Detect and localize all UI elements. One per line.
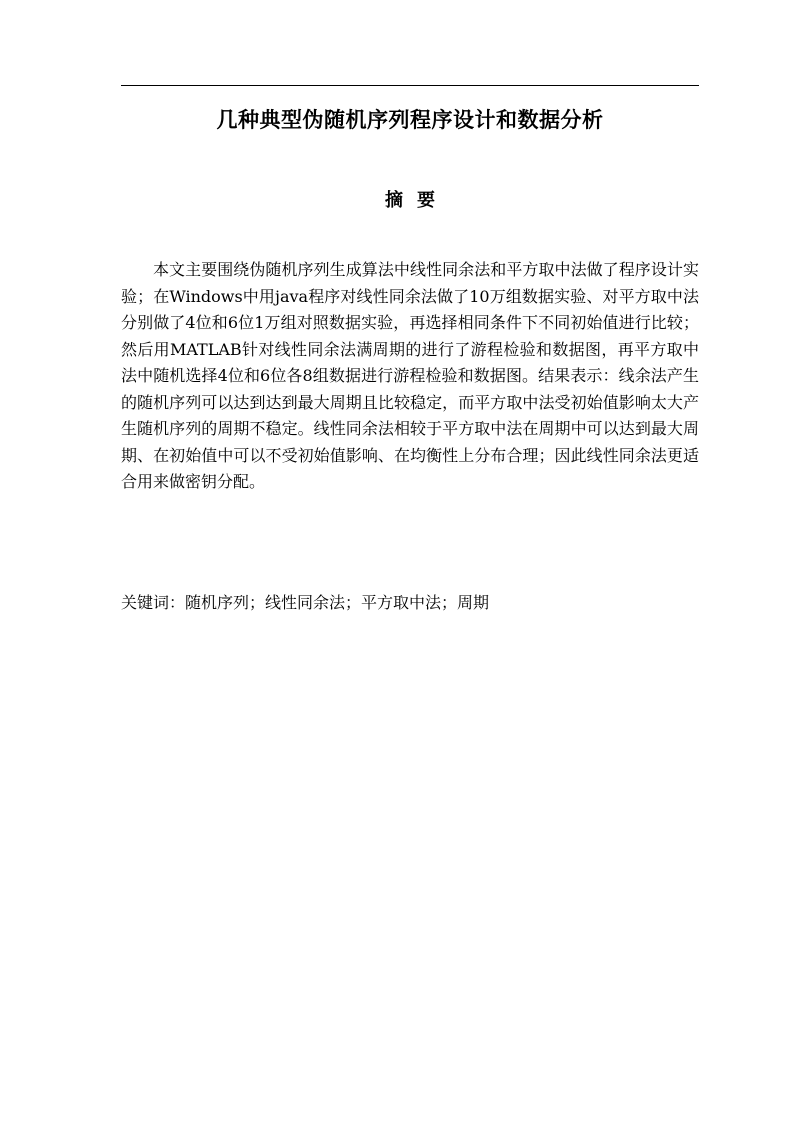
paper-title: 几种典型伪随机序列程序设计和数据分析 [216, 108, 604, 132]
keywords-label: 关键词： [121, 593, 186, 612]
abstract-heading: 摘要 [385, 190, 449, 211]
keywords-line [121, 590, 699, 616]
abstract-paragraph: 本文主要围绕伪随机序列生成算法中线性同余法和平方取中法做了程序设计实验；在Windows中用java程序对线性同余法做了10万组数据实验、对平方取中法分别做了4位和6位1万组对照数据实验，再选择相同条件下不同初始值进行比较；然后用MATLAB针对线性同余法满周期的进行了游程检验和数据图，再平方取中法中随机选择4位和6位各8组数据进行游程检验和数据图。结果表示：线余法产生的随机序列可以达到达到最大周期且比较稳定，而平方取中法受初始值影响太大产生随机序列的周期不稳定。线性同余法相较于平方取中法在周期中可以达到最大周期、在初始值中可以不受初始值影响、在均衡性上分布合理；因此线性同余法更适合用来做密钥分配。 [121, 260, 699, 491]
keywords-list: 随机序列；线性同余法；平方取中法；周期 [185, 593, 490, 612]
header-rule [121, 85, 699, 86]
